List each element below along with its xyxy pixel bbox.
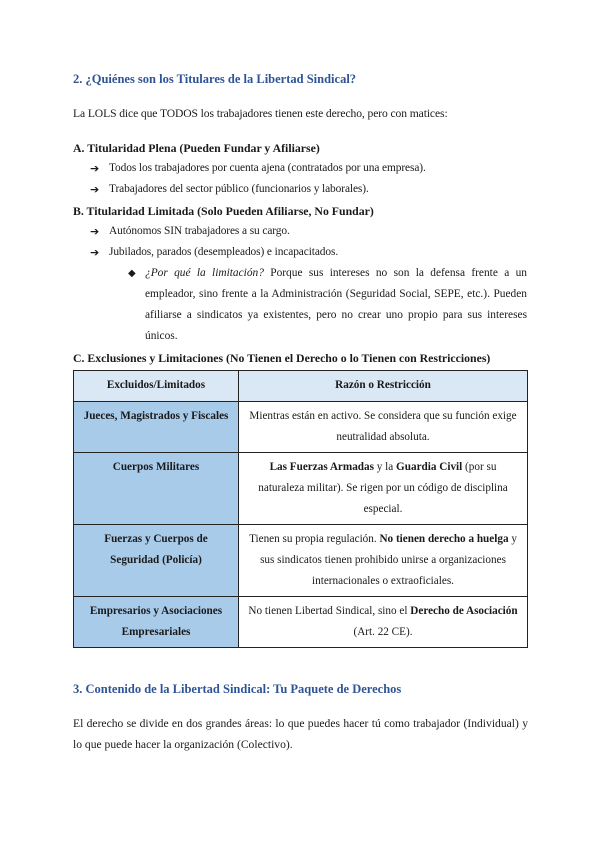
reason-text: (por su naturaleza militar). Se rigen por un código de disciplina especial. — [258, 461, 508, 515]
section-2-intro: La LOLS dice que TODOS los trabajadores tienen este derecho, pero con matices: — [73, 107, 448, 120]
reason-bold-text: Las Fuerzas Armadas — [269, 461, 374, 473]
exclusions-table — [73, 370, 528, 648]
section-3-intro: El derecho se divide en dos grandes áreas: lo que puedes hacer tú como trabajador (Individual) y lo que puede hacer la organización (Colectivo). — [73, 717, 528, 751]
table-row — [74, 402, 528, 453]
table-row — [74, 525, 528, 597]
excluded-group-cell: Fuerzas y Cuerpos de Seguridad (Policía) — [74, 525, 239, 597]
arrow-bullet-icon: ➔ — [90, 225, 100, 238]
limitation-explanation: Porque sus intereses no son la defensa frente a un empleador, sino frente a la Administración (Seguridad Social, SEPE, etc.). Pueden afiliarse a sindicatos ya existentes, pero no crear uno propio para sus intereses únicos. — [145, 267, 527, 342]
arrow-bullet-icon: ➔ — [90, 183, 100, 196]
subheading-b: B. Titularidad Limitada (Solo Pueden Afiliarse, No Fundar) — [73, 204, 374, 218]
section-2-heading: 2. ¿Quiénes son los Titulares de la Libertad Sindical? — [73, 72, 357, 86]
list-item: Todos los trabajadores por cuenta ajena (contratados por una empresa). — [109, 162, 426, 174]
table-header-cell: Excluidos/Limitados — [74, 371, 239, 402]
arrow-bullet-icon: ➔ — [90, 246, 100, 259]
limitation-question: ¿Por qué la limitación? — [145, 267, 264, 279]
subheading-a: A. Titularidad Plena (Pueden Fundar y Afiliarse) — [73, 141, 320, 155]
reason-cell — [239, 402, 528, 453]
table-header-row — [74, 371, 528, 402]
excluded-group-cell: Jueces, Magistrados y Fiscales — [74, 402, 239, 453]
reason-text: (Art. 22 CE). — [353, 626, 413, 638]
reason-text: Mientras están en activo. Se considera que su función exige neutralidad absoluta. — [249, 410, 517, 443]
table-header-cell: Razón o Restricción — [239, 371, 528, 402]
section-3-heading: 3. Contenido de la Libertad Sindical: Tu Paquete de Derechos — [73, 682, 402, 696]
reason-cell — [239, 453, 528, 525]
reason-bold-text: Derecho de Asociación — [410, 605, 518, 617]
reason-cell — [239, 525, 528, 597]
reason-cell — [239, 597, 528, 648]
list-item: Trabajadores del sector público (funcionarios y laborales). — [109, 183, 369, 195]
list-item: Autónomos SIN trabajadores a su cargo. — [109, 225, 290, 237]
arrow-bullet-icon: ➔ — [90, 162, 100, 175]
diamond-bullet-icon: ◆ — [128, 268, 136, 279]
list-item: Jubilados, parados (desempleados) e incapacitados. — [109, 246, 339, 258]
reason-text: No tienen Libertad Sindical, sino el — [248, 605, 411, 617]
table-row — [74, 453, 528, 525]
reason-bold-text: Guardia Civil — [396, 461, 463, 473]
limitation-note — [145, 263, 527, 347]
subheading-c: C. Exclusiones y Limitaciones (No Tienen el Derecho o lo Tienen con Restricciones) — [73, 351, 491, 365]
excluded-group-cell: Empresarios y Asociaciones Empresariales — [74, 597, 239, 648]
reason-text: y sus sindicatos tienen prohibido unirse a organizaciones internacionales o extraoficiales. — [260, 533, 517, 587]
reason-text: Tienen su propia regulación. — [249, 533, 380, 545]
excluded-group-cell: Cuerpos Militares — [74, 453, 239, 525]
reason-bold-text: No tienen derecho a huelga — [379, 533, 509, 545]
table-row — [74, 597, 528, 648]
reason-text: y la — [373, 461, 397, 473]
